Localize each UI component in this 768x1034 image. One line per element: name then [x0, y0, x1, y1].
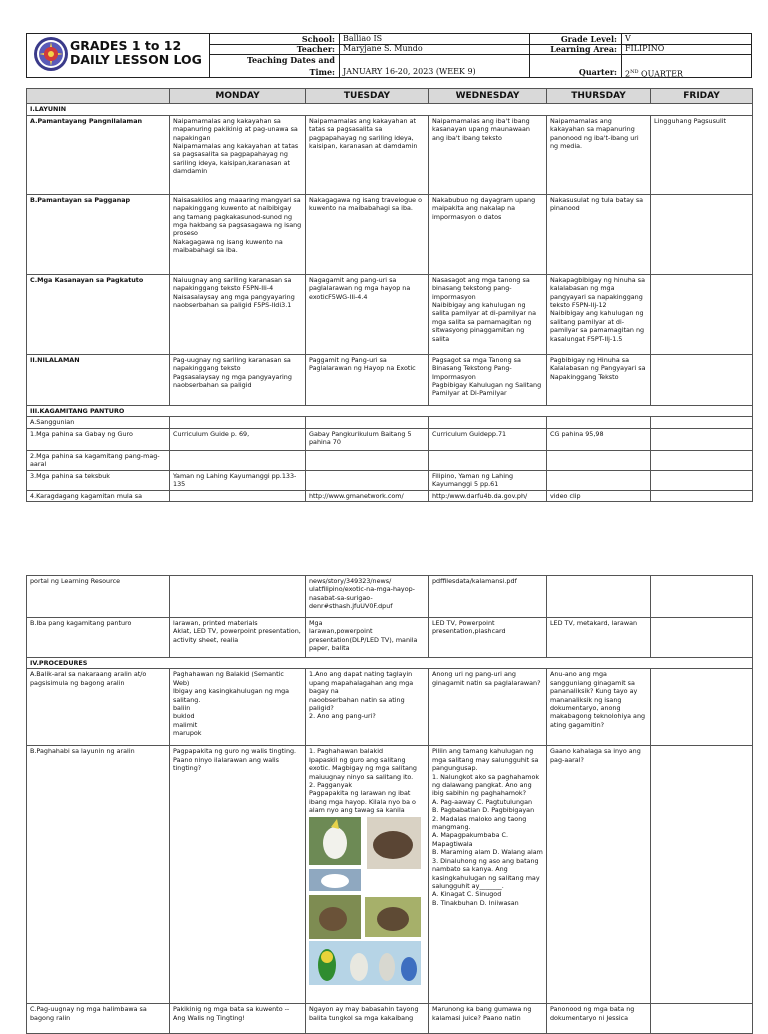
- cell-tuesday: [306, 450, 429, 470]
- teaching-dates-label-line-1: Teaching Dates and: [246, 55, 335, 65]
- row-label: 3.Mga pahina sa teksbuk: [27, 470, 170, 490]
- row-label: C.Pag-uugnay ng mga halimbawa sa bagong ralin: [27, 1004, 170, 1034]
- cell-monday: Curriculum Guide p. 69,: [170, 428, 306, 450]
- row-label: 4.Karagdagang kagamitan mula sa: [27, 490, 170, 501]
- cell-wednesday: Marunong ka bang gumawa ng kalamasi juice? Paano natin: [429, 1004, 547, 1034]
- cell-tuesday: http://www.gmanetwork.com/: [306, 490, 429, 501]
- cell-wednesday: Filipino, Yaman ng Lahing Kayumanggi 5 pp.61: [429, 470, 547, 490]
- cell-monday: Pag-uugnay ng sariling karanasan sa napakinggang teksto Pagsasalaysay ng mga pangyayaring naobserbahan sa paligid: [170, 354, 306, 405]
- quarter-label: Quarter:: [578, 67, 617, 77]
- day-header-monday: MONDAY: [170, 89, 306, 104]
- cell-wednesday: Piliin ang tamang kahulugan ng mga salitang may salungguhit sa pangungusap. 1. Nalungkot ako sa paghahamok ng dalawang pangkat. Ano ang ibig sabihin ng paghahamok? A. Pag-aaway C. Pagtutulungan B. Pagbabatian D. Pagbibigayan 2. Madalas maloko ang taong mangmang. A. Mapagpakumbaba C. Mapagtiwala B. Maraming alam D. Walang alam 3. Dinaluhong ng aso ang batang nambato sa kanya. Ang kasingkahulugan ng salitang may salungguhit ay_______. A. Kinagat C. Sinugod B. Tinakbuhan D. Iniiwasan: [429, 746, 547, 1004]
- learning-area-label: Learning Area:: [550, 44, 617, 54]
- teacher-value: Maryjane S. Mundo: [343, 44, 423, 53]
- cell-monday: Naipamamalas ang kakayahan sa mapanuring pakikinig at pag-unawa sa napakingan Naipamamalas ang kakayahan at tatas sa pagsasalita sa pagpapahayag ng sariling ideya, kaisipan,karanasan at damdamin: [170, 115, 306, 194]
- cell-thursday: Anu-ano ang mga sangguniang ginagamit sa pananaliksik? Kung tayo ay mananaliksik ng isang dokumentaryo, anong makabagong teknolohiya ang ating gagamitin?: [547, 669, 651, 746]
- cell-thursday: [547, 470, 651, 490]
- lesson-log-header: [26, 33, 752, 78]
- cell-thursday: CG pahina 95,98: [547, 428, 651, 450]
- cell-thursday: video clip: [547, 490, 651, 501]
- teaching-dates-value: JANUARY 16-20, 2023 (WEEK 9): [343, 67, 476, 76]
- row-label: A.Balik-aral sa nakaraang aralin at/o pagsisimula ng bagong aralin: [27, 669, 170, 746]
- cell-monday: [170, 417, 306, 428]
- cell-tuesday: Ngayon ay may babasahin tayong balita tungkol sa mga kakaibang: [306, 1004, 429, 1034]
- learning-area-value: FILIPINO: [625, 44, 665, 53]
- cell-monday: Naisasakilos ang maaaring mangyari sa napakinggang kuwento at naibibigay ang tamang pagkakasunod-sunod ng mga hakbang sa pagsasagawa ng isang proseso Nakagagawa ng isang kuwento na maibabahagi sa iba.: [170, 194, 306, 274]
- day-header-tuesday: TUESDAY: [306, 89, 429, 104]
- section-row-kagamitang-panturo: [27, 405, 753, 416]
- cell-wednesday: [429, 417, 547, 428]
- cell-friday: [651, 576, 753, 618]
- cell-friday: [651, 618, 753, 658]
- quarter-value: [625, 67, 683, 80]
- cell-tuesday: Gabay Pangkurikulum Baitang 5 pahina 70: [306, 428, 429, 450]
- cell-friday: [651, 746, 753, 1004]
- cell-monday: Pakikinig ng mga bata sa kuwento -- Ang Walis ng Tingting!: [170, 1004, 306, 1034]
- section-row-layunin: [27, 104, 753, 115]
- cell-wednesday: Anong uri ng pang-uri ang ginagamit natin sa paglalarawan?: [429, 669, 547, 746]
- teaching-dates-label: [211, 55, 335, 77]
- lesson-log-table-page-2: [26, 575, 753, 1034]
- grade-level-value: V: [625, 34, 631, 43]
- row-label: A.Pamantayang Pangnilalaman: [27, 115, 170, 194]
- section-row-procedures: [27, 658, 753, 669]
- cell-thursday: Naipamamalas ang kakayahan sa mapanuring panonood ng iba't-ibang uri ng media.: [547, 115, 651, 194]
- cell-wednesday: Naipamamalas ang iba't ibang kasanayan upang maunawaan ang iba't ibang teksto: [429, 115, 547, 194]
- cell-thursday: Pagbibigay ng Hinuha sa Kalalabasan ng Pangyayari sa Napakinggang Teksto: [547, 354, 651, 405]
- cell-monday: Yaman ng Lahing Kayumanggi pp.133-135: [170, 470, 306, 490]
- cell-monday: Paghahawan ng Balakid (Semantic Web) Ibigay ang kasingkahulugan ng mga salitang. baliin buklod malimit marupok: [170, 669, 306, 746]
- cell-friday: [651, 470, 753, 490]
- section-title-kagamitang-panturo: III.KAGAMITANG PANTURO: [27, 405, 753, 416]
- cell-wednesday: pdffilesdata/kalamansi.pdf: [429, 576, 547, 618]
- row-label: B.Iba pang kagamitang panturo: [27, 618, 170, 658]
- row-label: B.Paghahabi sa layunin ng aralin: [27, 746, 170, 1004]
- cell-friday: Lingguhang Pagsusulit: [651, 115, 753, 194]
- header-title-line-2: DAILY LESSON LOG: [70, 52, 202, 67]
- quarter-suffix: ND: [630, 69, 639, 75]
- cell-monday: [170, 450, 306, 470]
- teaching-dates-label-line-2: Time:: [309, 67, 335, 77]
- cell-wednesday: http:/www.darfu4b.da.gov.ph/: [429, 490, 547, 501]
- table-row: [27, 576, 753, 618]
- row-label: portal ng Learning Resource: [27, 576, 170, 618]
- table-row: [27, 450, 753, 470]
- cell-thursday: Gaano kahalaga sa inyo ang pag-aaral?: [547, 746, 651, 1004]
- table-row: [27, 490, 753, 501]
- section-title-procedures: IV.PROCEDURES: [27, 658, 753, 669]
- row-label: A.Sanggunian: [27, 417, 170, 428]
- cell-tuesday: Mga larawan,powerpoint presentation(DLP/LED TV), manila paper, balita: [306, 618, 429, 658]
- cell-tuesday: [306, 417, 429, 428]
- table-row: [27, 115, 753, 194]
- cell-thursday: [547, 417, 651, 428]
- cell-tuesday: news/story/349323/news/ ulatfilipino/exotic-na-mga-hayop-nasabat-sa-surigao-denr#sthash.jfuUV0F.dpuf: [306, 576, 429, 618]
- cell-tuesday: [306, 470, 429, 490]
- lesson-log-table-page-1: [26, 88, 753, 502]
- cell-tuesday: Nakagagawa ng isang travelogue o kuwento na maibabahagi sa iba.: [306, 194, 429, 274]
- school-label: School:: [301, 34, 335, 44]
- table-row: [27, 618, 753, 658]
- teacher-label: Teacher:: [296, 44, 335, 54]
- cell-friday: [651, 417, 753, 428]
- table-row: [27, 274, 753, 354]
- cell-tuesday: [306, 746, 429, 1004]
- cell-thursday: Nakapagbibigay ng hinuha sa kalalabasan ng mga pangyayari sa napakinggang teksto F5PN-IIj-12 Naibibigay ang kahulugan ng salitang pamilyar at di-pamilyar sa pamamagitan ng kasalungat F5PT-IIj-1.5: [547, 274, 651, 354]
- table-row: [27, 1004, 753, 1034]
- cell-friday: [651, 354, 753, 405]
- school-value: Balliao IS: [343, 34, 383, 43]
- cell-friday: [651, 490, 753, 501]
- cell-thursday: Nakasusulat ng tula batay sa pinanood: [547, 194, 651, 274]
- quarter-word: QUARTER: [638, 69, 683, 79]
- table-row: [27, 428, 753, 450]
- day-header-friday: FRIDAY: [651, 89, 753, 104]
- cell-tuesday: 1.Ano ang dapat nating taglayin upang mapahalagahan ang mga bagay na naoobserbahan natin sa ating paligid? 2. Ano ang pang-uri?: [306, 669, 429, 746]
- cell-thursday: [547, 576, 651, 618]
- cell-tuesday: Naipamamalas ang kakayahan at tatas sa pagsasalita sa pagpapahayag ng sariling ideya, kaisipan, karanasan at damdamin: [306, 115, 429, 194]
- table-row: [27, 470, 753, 490]
- cell-thursday: Panonood ng mga bata ng dokumentaryo ni Jessica: [547, 1004, 651, 1034]
- cell-tuesday: Paggamit ng Pang-uri sa Paglalarawan ng Hayop na Exotic: [306, 354, 429, 405]
- cell-friday: [651, 194, 753, 274]
- row-label: C.Mga Kasanayan sa Pagkatuto: [27, 274, 170, 354]
- cell-friday: [651, 1004, 753, 1034]
- cell-friday: [651, 274, 753, 354]
- cell-tuesday: Nagagamit ang pang-uri sa paglalarawan ng mga hayop na exoticF5WG-IIi-4.4: [306, 274, 429, 354]
- cell-wednesday: Curriculum Guidepp.71: [429, 428, 547, 450]
- row-label: B.Pamantayan sa Pagganap: [27, 194, 170, 274]
- day-header-blank: [27, 89, 170, 104]
- table-row: [27, 669, 753, 746]
- cell-friday: [651, 450, 753, 470]
- grade-level-label: Grade Level:: [560, 34, 617, 44]
- cell-wednesday: Pagsagot sa mga Tanong sa Binasang Tekstong Pang-Impormasyon Pagbibigay Kahulugan ng Salitang Pamilyar at Di-Pamilyar: [429, 354, 547, 405]
- row-label: II.NILALAMAN: [27, 354, 170, 405]
- table-row: [27, 194, 753, 274]
- day-header-thursday: THURSDAY: [547, 89, 651, 104]
- document-page-2: [0, 540, 768, 1024]
- header-title-line-1: GRADES 1 to 12: [70, 38, 182, 53]
- row-label: 1.Mga pahina sa Gabay ng Guro: [27, 428, 170, 450]
- table-row: [27, 417, 753, 428]
- quarter-number: 2: [625, 69, 631, 79]
- cell-tuesday-text: 1. Paghahawan balakid Ipapaskil ng guro ang salitang exotic. Magbigay ng mga salitang maiuugnay ninyo sa salitang ito. 2. Pagganyak Pagpapakita ng larawan ng ibat ibang mga hayop. Kilala nyo ba o alam nyo ang tawag sa kanila: [309, 747, 417, 815]
- cell-thursday: LED TV, metakard, larawan: [547, 618, 651, 658]
- day-header-wednesday: WEDNESDAY: [429, 89, 547, 104]
- cell-wednesday: [429, 450, 547, 470]
- section-title-layunin: I.LAYUNIN: [27, 104, 753, 115]
- cell-monday: Naiuugnay ang sariling karanasan sa napakinggang teksto F5PN-IIi-4 Naisasalaysay ang mga pangyayaring naobserbahan sa paligid F5PS-IIdi3.1: [170, 274, 306, 354]
- cell-monday: larawan, printed materials Aklat, LED TV, powerpoint presentation, activity sheet, realia: [170, 618, 306, 658]
- cell-wednesday: Nasasagot ang mga tanong sa binasang tekstong pang-impormasyon Naibibigay ang kahulugan ng salita pamilyar at di-pamilyar na mga salita sa pamamagitan ng sitwasyong pinaggamitan ng salita: [429, 274, 547, 354]
- cell-wednesday: Nakabubuo ng dayagram upang maipakita ang nakalap na impormasyon o datos: [429, 194, 547, 274]
- cell-monday: [170, 576, 306, 618]
- cell-wednesday: LED TV, Powerpoint presentation,plashcard: [429, 618, 547, 658]
- cell-friday: [651, 428, 753, 450]
- day-header-row: [27, 89, 753, 104]
- table-row: [27, 746, 753, 1004]
- table-row: [27, 354, 753, 405]
- cell-monday: [170, 490, 306, 501]
- exotic-animals-photo-collage: [309, 817, 421, 985]
- cell-friday: [651, 669, 753, 746]
- cell-monday: Pagpapakita ng guro ng walis tingting. Paano ninyo ilalarawan ang walis tingting?: [170, 746, 306, 1004]
- row-label: 2.Mga pahina sa kagamitang pang-mag-aaral: [27, 450, 170, 470]
- cell-thursday: [547, 450, 651, 470]
